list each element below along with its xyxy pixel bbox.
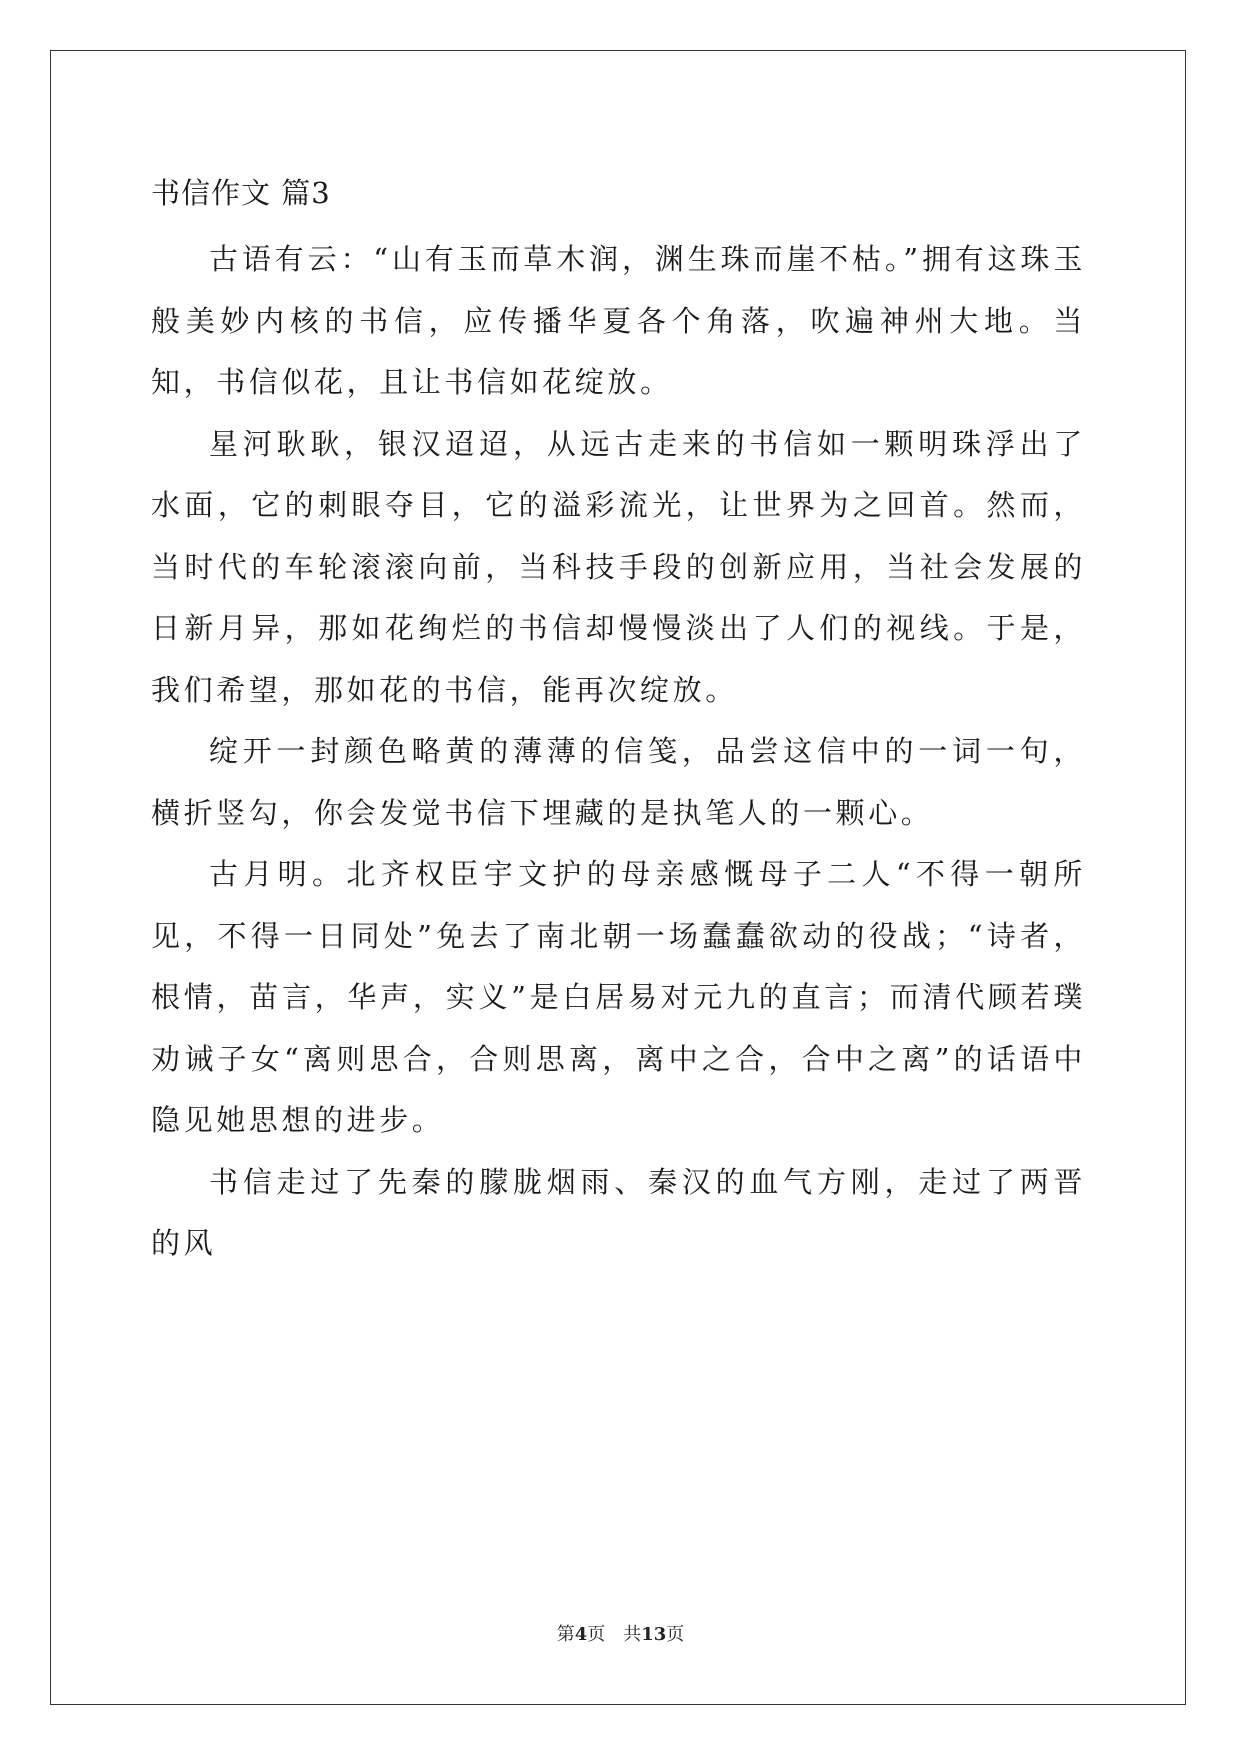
- footer-total-prefix: 共: [623, 1624, 642, 1645]
- paragraph-4: 古月明。北齐权臣宇文护的母亲感慨母子二人“不得一朝所见，不得一日同处”免去了南北朝一场蠢蠢欲动的役战；“诗者，根情，苗言，华声，实义”是白居易对元九的直言；而清代顾若璞劝诫子女“离则思合，合则思离，离中之合，合中之离”的话语中隐见她思想的进步。: [151, 857, 1086, 1137]
- paragraph-5: 书信走过了先秦的朦胧烟雨、秦汉的血气方刚，走过了两晋的风: [151, 1164, 1086, 1260]
- paragraph-1: 古语有云：“山有玉而草木润，渊生珠而崖不枯。”拥有这珠玉般美妙内核的书信，应传播华夏各个角落，吹遍神州大地。当知，书信似花，且让书信如花绽放。: [151, 242, 1086, 399]
- paragraph-2: 星河耿耿，银汉迢迢，从远古走来的书信如一颗明珠浮出了水面，它的刺眼夺目，它的溢彩流光，让世界为之回首。然而，当时代的车轮滚滚向前，当科技手段的创新应用，当社会发展的日新月异，那如花绚烂的书信却慢慢淡出了人们的视线。于是，我们希望，那如花的书信，能再次绽放。: [151, 426, 1086, 707]
- paragraph-3: 绽开一封颜色略黄的薄薄的信笺，品尝这信中的一词一句，横折竖勾，你会发觉书信下埋藏的是执笔人的一颗心。: [151, 734, 1086, 830]
- footer-prefix: 第: [556, 1624, 575, 1645]
- document-heading: 书信作文 篇3: [151, 176, 331, 210]
- total-pages: 13: [641, 1624, 667, 1645]
- page-footer: [0, 1620, 1241, 1646]
- document-body: [151, 163, 1086, 1275]
- footer-total-suffix: 页: [666, 1624, 685, 1645]
- footer-page-suffix: 页: [587, 1624, 606, 1645]
- page-number: 4: [574, 1624, 588, 1645]
